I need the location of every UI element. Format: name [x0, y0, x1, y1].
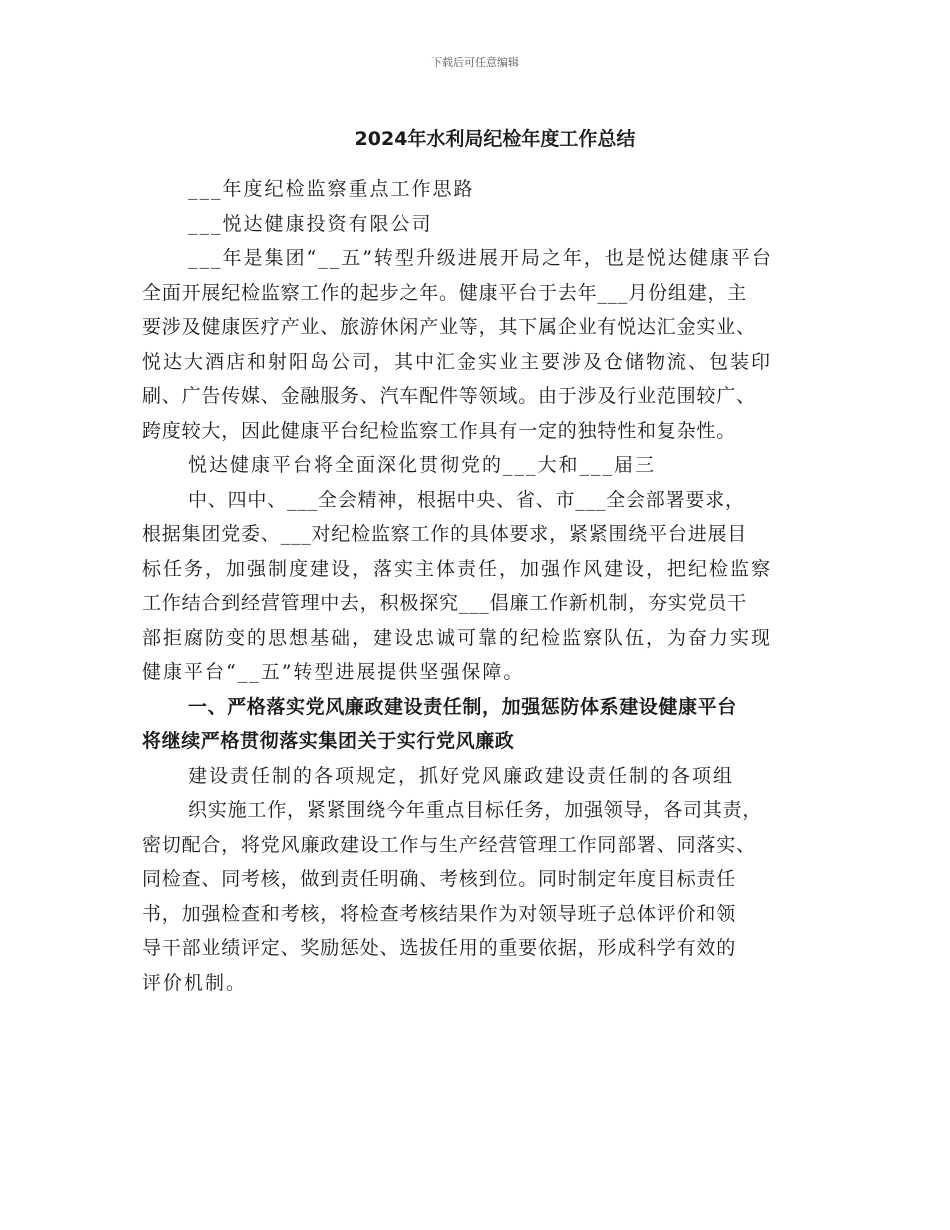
bold-heading-line: 将继续严格贯彻落实集团关于实行党风廉政 [142, 730, 515, 752]
document-title: 2024年水利局纪检年度工作总结 [354, 128, 636, 150]
bold-heading-line: 一、严格落实党风廉政建设责任制，加强惩防体系建设健康平台 [188, 695, 737, 718]
paragraph-line: 标任务，加强制度建设，落实主体责任，加强作风建设，把纪检监察 [142, 557, 773, 580]
paragraph-line: 要涉及健康医疗产业、旅游休闲产业等，其下属企业有悦达汇金实业、 [142, 316, 756, 338]
paragraph-line: 密切配合，将党风廉政建设工作与生产经营管理工作同部署、同落实、 [142, 833, 756, 856]
paragraph-line: ___年是集团“__五”转型升级进展开局之年，也是悦达健康平台 [188, 247, 773, 269]
paragraph-line: 全面开展纪检监察工作的起步之年。健康平台于去年___月份组建，主 [142, 281, 748, 304]
company-name-line: ___悦达健康投资有限公司 [188, 212, 433, 235]
paragraph-line: 织实施工作，紧紧围绕今年重点目标任务，加强领导，各司其责， [188, 799, 763, 821]
section-heading-line: ___年度纪检监察重点工作思路 [188, 178, 475, 200]
paragraph-line: 中、四中、___全会精神，根据中央、省、市___全会部署要求， [188, 488, 745, 511]
paragraph-line: 刷、广告传媒、金融服务、汽车配件等领域。由于涉及行业范围较广、 [142, 385, 756, 407]
paragraph-line: 悦达健康平台将全面深化贯彻党的___大和___届三 [188, 454, 657, 476]
paragraph-line: 健康平台“__五”转型进展提供坚强保障。 [142, 661, 525, 683]
paragraph-line: 同检查、同考核，做到责任明确、考核到位。同时制定年度目标责任 [142, 868, 737, 890]
paragraph-line: 悦达大酒店和射阳岛公司，其中汇金实业主要涉及仓储物流、包装印 [142, 350, 773, 373]
paragraph-line: 工作结合到经营管理中去，积极探究___倡廉工作新机制，夯实党员干 [142, 592, 748, 614]
paragraph-line: 建设责任制的各项规定，抓好党风廉政建设责任制的各项组 [188, 764, 735, 787]
paragraph-line: 评价机制。 [142, 971, 248, 994]
document-body [142, 172, 842, 1000]
paragraph-line: 导干部业绩评定、奖励惩处、选拔任用的重要依据，形成科学有效的 [142, 937, 737, 959]
header-note: 下载后可任意编辑 [431, 56, 519, 69]
paragraph-line: 跨度较大，因此健康平台纪检监察工作具有一定的独特性和复杂性。 [142, 419, 737, 442]
paragraph-line: 书，加强检查和考核，将检查考核结果作为对领导班子总体评价和领 [142, 902, 737, 925]
paragraph-line: 根据集团党委、___对纪检监察工作的具体要求，紧紧围绕平台进展目 [142, 523, 748, 545]
paragraph-line: 部拒腐防变的思想基础，建设忠诚可靠的纪检监察队伍，为奋力实现 [142, 626, 773, 649]
